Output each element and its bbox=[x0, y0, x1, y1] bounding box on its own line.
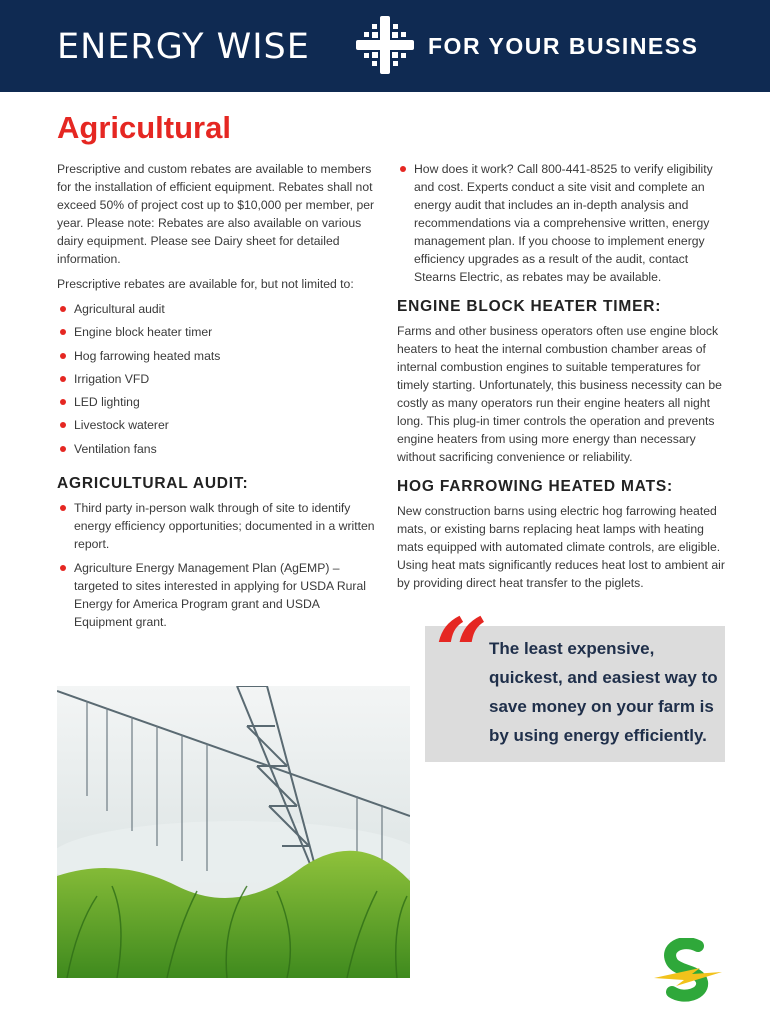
list-item: Hog farrowing heated mats bbox=[57, 347, 375, 370]
intro-paragraph: Prescriptive and custom rebates are available to members for the installation of efficient equipment. Rebates shall not exceed 50% of project cost up to $10,000 per member, per year. Please note: Rebates are also available on various dairy equipment. Please see Dairy sheet for detailed information. bbox=[57, 162, 375, 266]
hog-paragraph: New construction barns using electric hog farrowing heated mats, or existing barns replacing heat lamps with heating mats equipped with automated climate controls, are eligible. Using heat mats significantly reduces heat lost to ambient air by providing direct heat transfer to the piglets. bbox=[397, 504, 725, 590]
list-item: Third party in-person walk through of site to identify energy efficiency opportunities; documented in a written report. bbox=[57, 499, 375, 553]
intro-lead-in: Prescriptive rebates are available for, but not limited to: bbox=[57, 277, 354, 291]
hog-heading: HOG FARROWING HEATED MATS: bbox=[397, 478, 673, 495]
list-item: Engine block heater timer bbox=[57, 323, 375, 346]
audit-heading: AGRICULTURAL AUDIT: bbox=[57, 475, 249, 493]
right-column bbox=[397, 160, 727, 599]
brand-name: ENERGY WISE bbox=[57, 27, 310, 67]
list-item: Agricultural audit bbox=[57, 300, 375, 323]
list-item: Irrigation VFD bbox=[57, 370, 375, 393]
header-tagline: FOR YOUR BUSINESS bbox=[428, 33, 699, 59]
list-item: Ventilation fans bbox=[57, 440, 375, 463]
quote-text: The least expensive, quickest, and easiest way to save money on your farm is by using energy efficiently. bbox=[489, 639, 718, 745]
list-item: Livestock waterer bbox=[57, 416, 375, 439]
engine-heading: ENGINE BLOCK HEATER TIMER: bbox=[397, 298, 662, 315]
list-item: Agriculture Energy Management Plan (AgEMP) – targeted to sites interested in applying for USDA Rural Energy for America Program grant and USDA Equipment grant. bbox=[57, 559, 375, 631]
list-item: LED lighting bbox=[57, 393, 375, 416]
rebate-list bbox=[57, 300, 375, 463]
quote-mark: “ bbox=[435, 598, 488, 706]
left-column bbox=[57, 160, 375, 637]
irrigation-photo bbox=[57, 686, 410, 978]
list-item: How does it work? Call 800-441-8525 to verify eligibility and cost. Experts conduct a site visit and complete an energy audit that includes an in-depth analysis and recommendations via a comprehensive written, energy management plan. If you choose to implement energy efficiency upgrades as a result of the audit, contact Stearns Electric, as rebates may be available. bbox=[397, 160, 727, 286]
audit-list-continued bbox=[397, 160, 727, 286]
header-banner bbox=[0, 0, 770, 92]
audit-list bbox=[57, 499, 375, 631]
engine-paragraph: Farms and other business operators often use engine block heaters to heat the internal combustion chamber areas of internal combustion engines to suitable temperatures for timely starting. Unfortunately, this business necessity can be costly as many operators run their engine heaters all night long. This plug-in timer controls the operation and prevents engine heaters from using more energy than necessary without sacrificing convenience or reliability. bbox=[397, 324, 722, 464]
stearns-electric-logo bbox=[652, 938, 724, 1004]
page-title: Agricultural bbox=[57, 110, 231, 145]
energy-wise-cross-icon bbox=[356, 16, 414, 74]
